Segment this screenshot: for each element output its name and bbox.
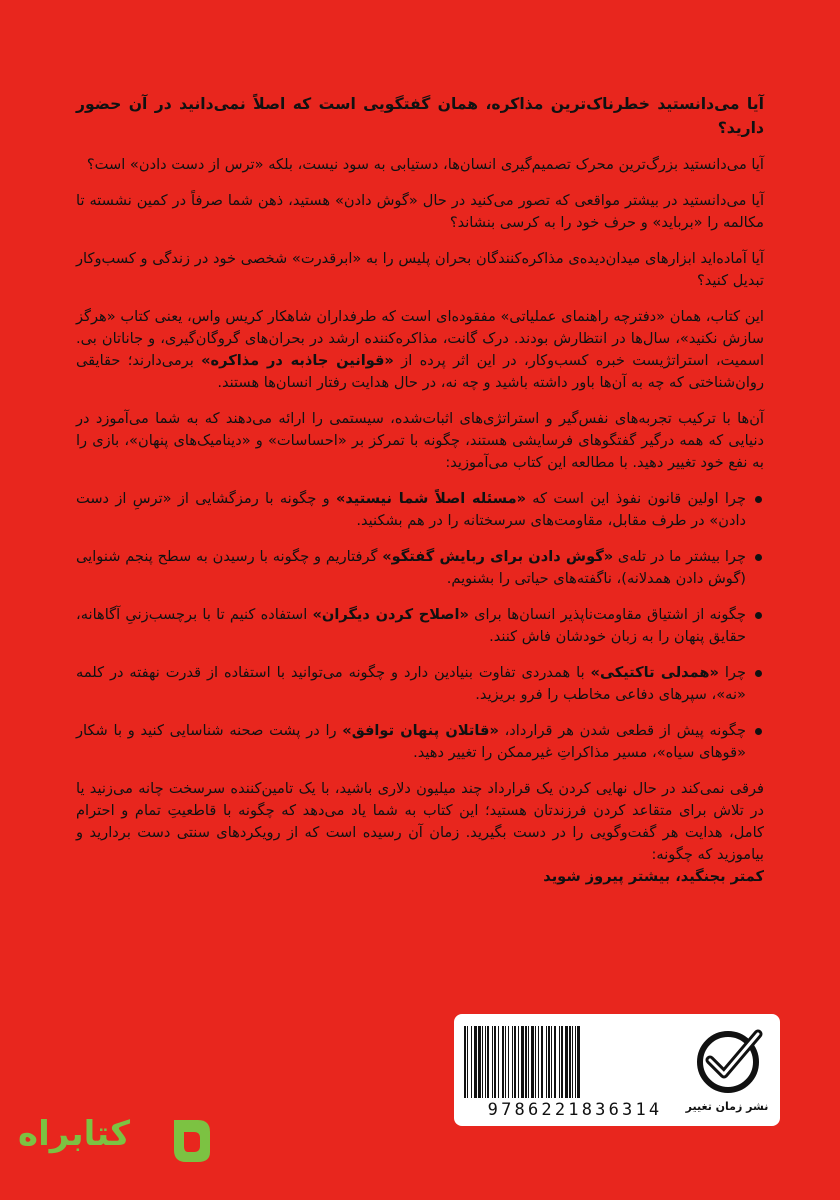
lead-question: آیا می‌دانستید خطرناک‌ترین مذاکره، همان گفتگویی است که اصلاً نمی‌دانید در آن حضور دارید؟ bbox=[76, 95, 764, 137]
list-item: چرا اولین قانون نفوذ این است که «مسئله اصلاً شما نیستید» و چگونه با رمزگشایی از «ترسِ از دست دادن» در طرف مقابل، مقاومت‌های سرسختانه را در هم بشکنید. bbox=[76, 488, 764, 532]
back-cover-text bbox=[76, 92, 764, 902]
barcode-stripe bbox=[580, 1026, 582, 1098]
learning-list bbox=[76, 488, 764, 764]
ketabrah-brand-text: کتابراه bbox=[18, 1114, 131, 1154]
list-item: چگونه از اشتیاق مقاومت‌ناپذیر انسان‌ها برای «اصلاح کردن دیگران» استفاده کنیم تا با برچسب‌زنیِ آگاهانه، حقایق پنهان را به زبان خودشان فاش کنند. bbox=[76, 604, 764, 648]
about-bold-phrase: «قوانین جاذبه در مذاکره» bbox=[201, 352, 394, 369]
ketabrah-leaf-icon bbox=[168, 1114, 214, 1166]
closing-slogan: کمتر بجنگید، بیشتر پیروز شوید bbox=[543, 868, 764, 885]
list-item: چگونه پیش از قطعی شدن هر قرارداد، «قاتلان پنهان توافق» را در پشت صحنه شناسایی کنید و با شکار «قوهای سیاه»، مسیر مذاکراتِ غیرممکن را تغییر دهید. bbox=[76, 720, 764, 764]
list-item: چرا بیشتر ما در تله‌ی «گوش دادن برای ربایش گفتگو» گرفتاریم و چگونه با رسیدن به سطح پنجم شنوایی (گوش دادن همدلانه)، ناگفته‌های حیاتی را بشنویم. bbox=[76, 546, 764, 590]
barcode bbox=[464, 1026, 682, 1098]
system-paragraph: آن‌ها با ترکیب تجربه‌های نفس‌گیر و استراتژی‌های اثبات‌شده، سیستمی را ارائه می‌دهند که به شما می‌آموزد در دنیایی که همه درگیر گفتگوهای فرسایشی هستند، چگونه با تمرکز بر «احساسات» و «دینامیک‌های پنهان»، بازی را به نفع خود تغییر دهید. با مطالعه این کتاب می‌آموزید: bbox=[76, 410, 764, 471]
list-item: چرا «همدلی تاکتیکی» با همدردی تفاوت بنیادین دارد و چگونه می‌توانید با استفاده از قدرت نهفته در کلمه «نه»، سپرهای دفاعی مخاطب را فرو بریزید. bbox=[76, 662, 764, 706]
ketabrah-watermark bbox=[18, 1106, 218, 1176]
barcode-panel bbox=[454, 1014, 780, 1126]
isbn-number: 9786221836314 bbox=[487, 1100, 663, 1120]
check-in-circle-logo-icon bbox=[690, 1026, 766, 1096]
publisher-name: نشر زمان تغییر bbox=[685, 1100, 769, 1113]
question-paragraph-3: آیا آماده‌اید ابزارهای میدان‌دیده‌ی مذاکره‌کنندگان بحران پلیس را به «ابرقدرت» شخصی خود در زندگی و کسب‌وکار تبدیل کنید؟ bbox=[76, 250, 764, 289]
closing-paragraph: فرقی نمی‌کند در حال نهایی کردن یک قرارداد چند میلیون دلاری باشید، با یک تامین‌کننده سرسخت چانه می‌زنید یا در تلاش برای متقاعد کردن فرزندتان هستید؛ این کتاب به شما یاد می‌دهد که چگونه با قاطعیتِ تمام و احترام کامل، هدایت هر گفت‌وگویی را در دست بگیرید. زمان آن رسیده است که از رویکردهای سنتی دست بردارید و بیاموزید که چگونه: کمتر بجنگید، بیشتر پیروز شوید bbox=[76, 778, 764, 888]
about-paragraph: این کتاب، همان «دفترچه راهنمای عملیاتی» مفقوده‌ای است که طرفداران شاهکار کریس واس، یعنی کتاب «هرگز سازش نکنید»، سال‌ها در انتظارش بودند. درک گانت، مذاکره‌کننده ارشد در بحران‌های گروگان‌گیری، و جاناتان بی. اسمیت، استراتژیست خبره کسب‌وکار، در این اثر پرده از «قوانین جاذبه در مذاکره» برمی‌دارند؛ حقایقی روان‌شناختی که چه به آن‌ها باور داشته باشید و چه نه، در حال هدایت رفتار انسان‌ها هستند. bbox=[76, 308, 764, 391]
question-paragraph-2: آیا می‌دانستید در بیشتر مواقعی که تصور می‌کنید در حال «گوش دادن» هستید، ذهن شما صرفاً در کمین نشسته تا مکالمه را «برباید» و حرف خود را به کرسی بنشاند؟ bbox=[76, 192, 764, 231]
question-paragraph-1: آیا می‌دانستید بزرگ‌ترین محرک تصمیم‌گیری انسان‌ها، دستیابی به سود نیست، بلکه «ترس از دست دادن» است؟ bbox=[86, 156, 764, 173]
